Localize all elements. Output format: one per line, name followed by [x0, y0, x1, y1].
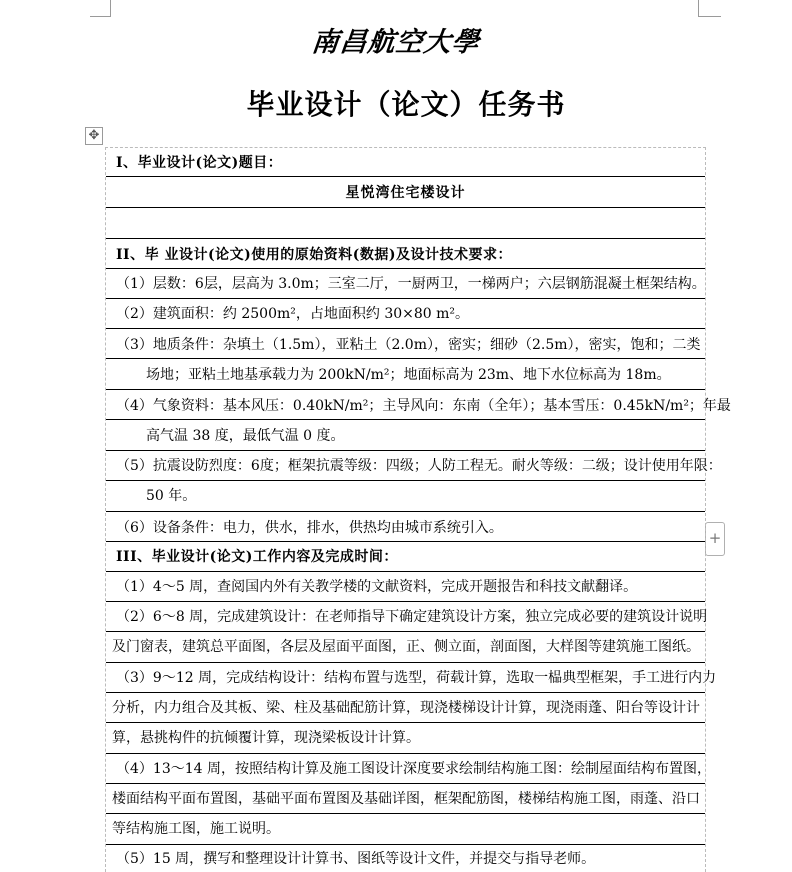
- requirement-line: （3）地质条件：杂填土（1.5m），亚粘土（2.0m），密实；细砂（2.5m），密实，饱和；二类: [116, 337, 701, 353]
- schedule-line: （3）9～12 周，完成结构设计：结构布置与选型，荷载计算，选取一榀典型框架，手工进行内力: [116, 670, 717, 686]
- table-rule: [106, 571, 705, 572]
- schedule-line: （1）4～5 周，查阅国内外有关教学楼的文献资料，完成开题报告和科技文献翻译。: [116, 579, 638, 595]
- table-rule: [106, 389, 705, 390]
- schedule-line: 楼面结构平面布置图，基础平面布置图及基础详图，框架配筋图，楼梯结构施工图，雨蓬、沿口: [112, 791, 700, 807]
- table-rule: [106, 722, 705, 723]
- requirement-line: （2）建筑面积：约 2500m²，占地面积约 30×80 m²。: [116, 306, 470, 322]
- requirement-line: 50 年。: [146, 488, 197, 504]
- university-logo: 南昌航空大學: [310, 27, 482, 58]
- table-add-button[interactable]: [705, 522, 725, 556]
- schedule-line: 等结构施工图，施工说明。: [112, 821, 280, 837]
- table-rule: [106, 662, 705, 663]
- page-corner-mark-right: [698, 0, 721, 17]
- table-rule: [106, 358, 705, 359]
- table-rule: [106, 480, 705, 481]
- table-rule: [106, 238, 705, 239]
- table-rule: [106, 511, 705, 512]
- table-rule: [106, 844, 705, 845]
- table-move-handle[interactable]: [85, 127, 103, 145]
- table-rule: [106, 541, 705, 542]
- table-rule: [106, 450, 705, 451]
- plus-icon: +: [708, 529, 722, 547]
- table-rule: [106, 268, 705, 269]
- table-rule: [106, 753, 705, 754]
- schedule-line: （5）15 周，撰写和整理设计计算书、图纸等设计文件，并提交与指导老师。: [116, 851, 596, 867]
- requirement-line: （4）气象资料：基本风压：0.40kN/m²；主导风向：东南（全年）；基本雪压：0.45kN/m²；年最: [116, 398, 731, 414]
- page-corner-mark-left: [90, 0, 111, 17]
- requirement-line: 高气温 38 度，最低气温 0 度。: [146, 428, 345, 444]
- schedule-line: 算，悬挑构件的抗倾覆计算，现浇梁板设计计算。: [112, 730, 420, 746]
- document-title: 毕业设计（论文）任务书: [246, 88, 566, 121]
- table-rule: [106, 631, 705, 632]
- table-rule: [106, 419, 705, 420]
- table-rule: [106, 328, 705, 329]
- section-3-heading: III、毕业设计(论文)工作内容及完成时间：: [116, 549, 398, 565]
- schedule-line: （4）13～14 周，按照结构计算及施工图设计深度要求绘制结构施工图：绘制屋面结构布置图，: [116, 761, 711, 777]
- schedule-line: 及门窗表，建筑总平面图，各层及屋面平面图，正、侧立面，剖面图，大样图等建筑施工图纸。: [112, 639, 700, 655]
- requirement-line: （6）设备条件：电力，供水，排水，供热均由城市系统引入。: [116, 520, 503, 536]
- table-rule: [106, 692, 705, 693]
- requirement-line: 场地；亚粘土地基承载力为 200kN/m²；地面标高为 23m、地下水位标高为 18m。: [146, 367, 671, 383]
- table-rule: [106, 813, 705, 814]
- table-rule: [106, 298, 705, 299]
- design-topic: 星悦湾住宅楼设计: [345, 185, 466, 201]
- section-1-heading: I、毕业设计(论文)题目：: [116, 155, 283, 171]
- schedule-line: （2）6～8 周，完成建筑设计：在老师指导下确定建筑设计方案，独立完成必要的建筑设计说明: [116, 609, 708, 625]
- table-rule: [106, 207, 705, 208]
- requirement-line: （1）层数：6层，层高为 3.0m；三室二厅，一厨两卫，一梯两户；六层钢筋混凝土框架结构。: [116, 276, 706, 292]
- table-rule: [106, 601, 705, 602]
- table-rule: [106, 783, 705, 784]
- requirement-line: （5）抗震设防烈度：6度；框架抗震等级：四级；人防工程无。耐火等级：二级；设计使用年限：: [116, 458, 722, 474]
- table-rule: [106, 176, 705, 177]
- section-2-heading: II、毕 业设计(论文)使用的原始资料(数据)及设计技术要求：: [116, 247, 512, 263]
- move-icon: ✥: [88, 128, 100, 143]
- schedule-line: 分析，内力组合及其板、梁、柱及基础配筋计算，现浇楼梯设计计算，现浇雨蓬、阳台等设计计: [112, 700, 700, 716]
